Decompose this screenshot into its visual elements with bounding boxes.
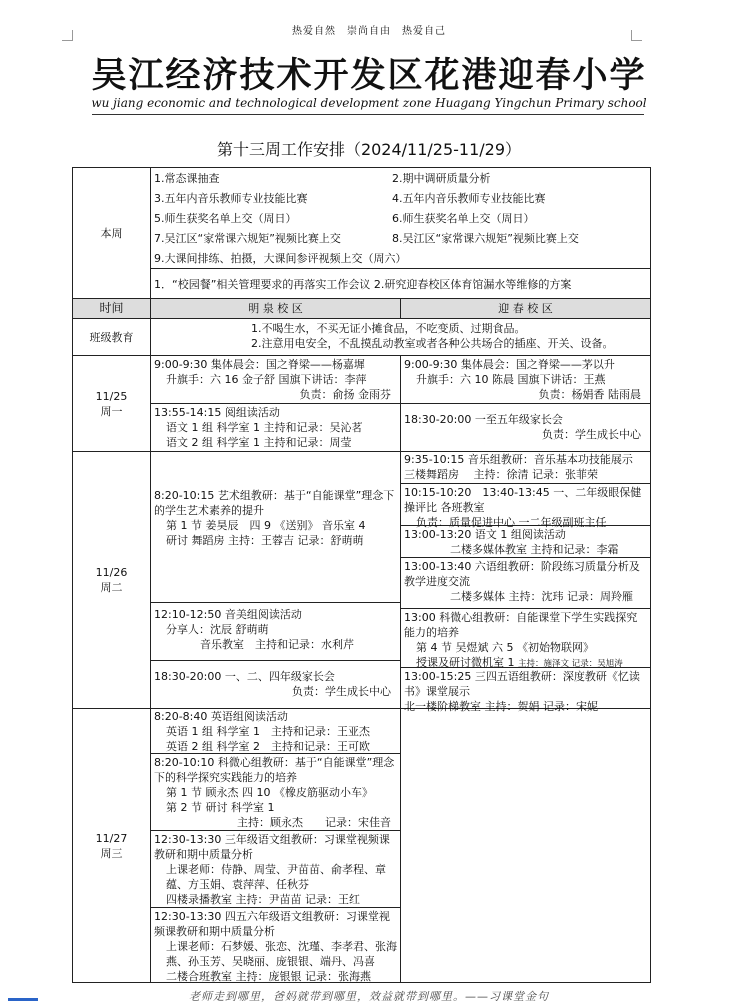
event-line: 8:20-10:15 艺术组教研：基于“自能课堂”理念下的学生艺术素养的提升 — [154, 489, 395, 517]
event-cell — [151, 404, 401, 452]
page-title: 第十三周工作安排（2024/11/25-11/29） — [216, 140, 522, 159]
event-line: 13:55-14:15 阅组读活动 — [154, 406, 280, 419]
event-cell — [151, 602, 400, 660]
day-date: 11/27 — [95, 831, 128, 845]
benzhou-item: 6.师生获奖名单上交（周日） — [392, 212, 535, 225]
benzhou-item: 4.五年内音乐教师专业技能比赛 — [392, 192, 546, 205]
event-line: 分享人：沈辰 舒萌萌 — [166, 623, 269, 636]
event-line: 10:15-10:20 13:40-13:45 一、二年级眼保健操评比 各班教室 — [404, 486, 642, 514]
event-line: 负责：俞扬 金雨芬 — [299, 388, 391, 401]
event-line: 13:00-15:25 三四五语组教研：深度教研《忆读书》课堂展示 — [404, 670, 640, 698]
col-header-mingquan: 明 泉 校 区 — [151, 299, 401, 319]
event-line: 音乐教室 主持和记录：水利芹 — [200, 638, 354, 651]
class-education-line: 2.注意用电安全，不乱摸乱动教室或者各种公共场合的插座、开关、设备。 — [251, 337, 614, 350]
event-line: 上课老师：石梦媛、张恋、沈瑾、李孝君、张海燕、孙玉芳、吴晓丽、庞银银、端丹、冯喜 — [166, 940, 397, 968]
event-cell — [401, 667, 650, 713]
event-cell — [404, 452, 647, 483]
event-line: 第 4 节 吴煜斌 六 5 《初始物联网》 — [416, 641, 594, 654]
event-cell — [401, 525, 650, 557]
event-cell — [151, 753, 400, 830]
benzhou-item: 8.吴江区“家常课六规矩”视频比赛上交 — [392, 232, 579, 245]
event-line: 12:30-13:30 三年级语文组教研：习课堂视频课教研和期中质量分析 — [154, 833, 390, 861]
event-line: 升旗手：六 10 陈晨 国旗下讲话：王燕 — [416, 373, 606, 386]
event-line: 二楼多媒体教室 主持和记录：李霜 — [450, 543, 619, 556]
event-line: 9:00-9:30 集体晨会：国之脊梁——茅以升 — [404, 358, 615, 371]
event-line: 第 2 节 研讨 科学室 1 — [166, 801, 275, 814]
event-cell — [151, 830, 400, 907]
event-cell — [151, 907, 400, 982]
column-header-row — [73, 299, 651, 319]
footer-quote: 老师走到哪里，爸妈就带到哪里，效益就带到哪里。——习课堂金句 — [189, 990, 549, 1003]
event-line: 上课老师：侍静、周莹、尹苗苗、俞孝程、章蕴、方玉娟、袁萍萍、任秋芬 — [166, 863, 386, 891]
day-row-mon — [73, 356, 651, 404]
event-line: 二楼合班教室 主持：庞银银 记录：张海燕 — [166, 970, 371, 983]
event-line: 13:00-13:20 语文 1 组阅读活动 — [404, 528, 566, 541]
day-row-tue — [73, 452, 651, 709]
event-line: 英语 1 组 科学室 1 主持和记录：王亚杰 — [166, 725, 370, 738]
event-cell — [154, 709, 397, 753]
benzhou-item: 5.师生获奖名单上交（周日） — [154, 212, 297, 225]
event-line: 语文 2 组 科学室 1 主持和记录：周莹 — [166, 436, 352, 449]
page-corner-mark — [631, 30, 642, 41]
event-line: 研讨 舞蹈房 主持：王蓉吉 记录：舒萌萌 — [166, 534, 364, 547]
benzhou-item: 3.五年内音乐教师专业技能比赛 — [154, 192, 308, 205]
event-line: 12:30-13:30 四五六年级语文组教研：习课堂视频课教研和期中质量分析 — [154, 910, 390, 938]
school-name-cn: 吴江经济技术开发区花港迎春小学 — [91, 55, 647, 96]
corner-accent — [8, 998, 38, 1001]
event-line: 四楼录播教室 主持：尹苗苗 记录：王红 — [166, 893, 360, 906]
event-line: 负责：学生成长中心 — [292, 685, 391, 698]
event-line: 第 1 节 顾永杰 四 10 《橡皮筋驱动小车》 — [166, 786, 373, 799]
motto: 热爱自然 崇尚自由 热爱自己 — [292, 26, 446, 37]
day-row-mon-2 — [73, 404, 651, 452]
day-weekday: 周三 — [100, 846, 123, 860]
col-header-time: 时间 — [73, 299, 151, 319]
schedule-table — [72, 167, 651, 983]
event-cell — [151, 356, 401, 404]
header-rule — [92, 114, 644, 115]
event-cell — [401, 404, 651, 452]
event-line: 升旗手：六 16 金子舒 国旗下讲话：李萍 — [166, 373, 367, 386]
benzhou-label: 本周 — [73, 168, 151, 299]
event-line: 主持：顾永杰 记录：宋佳音 — [237, 816, 391, 829]
event-line: 9:00-9:30 集体晨会：国之脊梁——杨嘉墀 — [154, 358, 365, 371]
day-date: 11/25 — [95, 389, 128, 403]
day-row-wed — [73, 709, 651, 983]
event-line: 18:30-20:00 一、二、四年级家长会 — [154, 670, 335, 683]
benzhou-extra: 1．“校园餐”相关管理要求的再落实工作会议 2.研究迎春校区体育馆漏水等维修的方案 — [151, 268, 650, 298]
event-cell — [151, 660, 400, 708]
day-weekday: 周二 — [100, 581, 123, 594]
event-cell-empty — [401, 709, 651, 983]
col-header-yingchun: 迎 春 校 区 — [401, 299, 651, 319]
event-line: 13:00 科微心组教研：自能课堂下学生实践探究能力的培养 — [404, 611, 638, 639]
school-name-en: wu jiang economic and technological development zone Huagang Yingchun Primary school — [91, 96, 647, 110]
benzhou-row — [73, 168, 651, 299]
benzhou-items — [154, 168, 647, 268]
event-cell — [154, 452, 397, 602]
event-line: 负责：杨娟香 陆雨晨 — [538, 388, 641, 401]
day-label-wed — [73, 709, 151, 983]
class-education-label: 班级教育 — [73, 319, 151, 356]
class-education-row — [73, 319, 651, 356]
event-line: 负责：质量促进中心 一二年级副班主任 — [416, 516, 607, 529]
day-date: 11/26 — [95, 566, 128, 579]
event-line: 18:30-20:00 一至五年级家长会 — [404, 413, 563, 426]
day-label-tue — [73, 452, 151, 709]
event-line: 英语 2 组 科学室 2 主持和记录：王可欧 — [166, 740, 370, 753]
event-cell — [401, 356, 651, 404]
event-line: 13:00-13:40 六语组教研：阶段练习质量分析及教学进度交流 — [404, 560, 640, 588]
event-line: 负责：学生成长中心 — [542, 428, 641, 441]
event-line: 12:10-12:50 音美组阅读活动 — [154, 608, 302, 621]
event-cell — [401, 483, 650, 529]
event-line: 语文 1 组 科学室 1 主持和记录：吴沁茗 — [166, 421, 363, 434]
event-line: 授课及研讨微机室 1 主持：施泽文 记录：吴旭涛 — [416, 656, 623, 669]
day-label-mon — [73, 356, 151, 452]
event-line: 二楼多媒体 主持：沈玮 记录：周羚雁 — [450, 590, 633, 603]
benzhou-item: 1.常态课抽查 — [154, 172, 220, 185]
event-line: 9:35-10:15 音乐组教研：音乐基本功技能展示 三楼舞蹈房 主持：徐清 记录：张菲荣 — [404, 453, 633, 481]
class-education-line: 1.不喝生水，不买无证小摊食品，不吃变质、过期食品。 — [251, 322, 526, 335]
event-line: 第 1 节 姜昊辰 四 9 《送别》 音乐室 4 — [166, 519, 366, 532]
event-line: 8:20-8:40 英语组阅读活动 — [154, 710, 288, 723]
page-corner-mark — [62, 30, 73, 41]
event-cell — [401, 557, 650, 608]
event-cell — [401, 608, 650, 667]
benzhou-item: 2.期中调研质量分析 — [392, 172, 491, 185]
day-weekday: 周一 — [100, 404, 123, 418]
benzhou-item: 9.大课间排练、拍摄，大课间参评视频上交（周六） — [154, 252, 407, 265]
benzhou-item: 7.吴江区“家常课六规矩”视频比赛上交 — [154, 232, 341, 245]
event-line: 北一楼阶梯教室 主持：贺娟 记录：宋妮 — [404, 700, 598, 713]
event-line: 8:20-10:10 科微心组教研：基于“自能课堂”理念下的科学探究实践能力的培养 — [154, 756, 395, 784]
